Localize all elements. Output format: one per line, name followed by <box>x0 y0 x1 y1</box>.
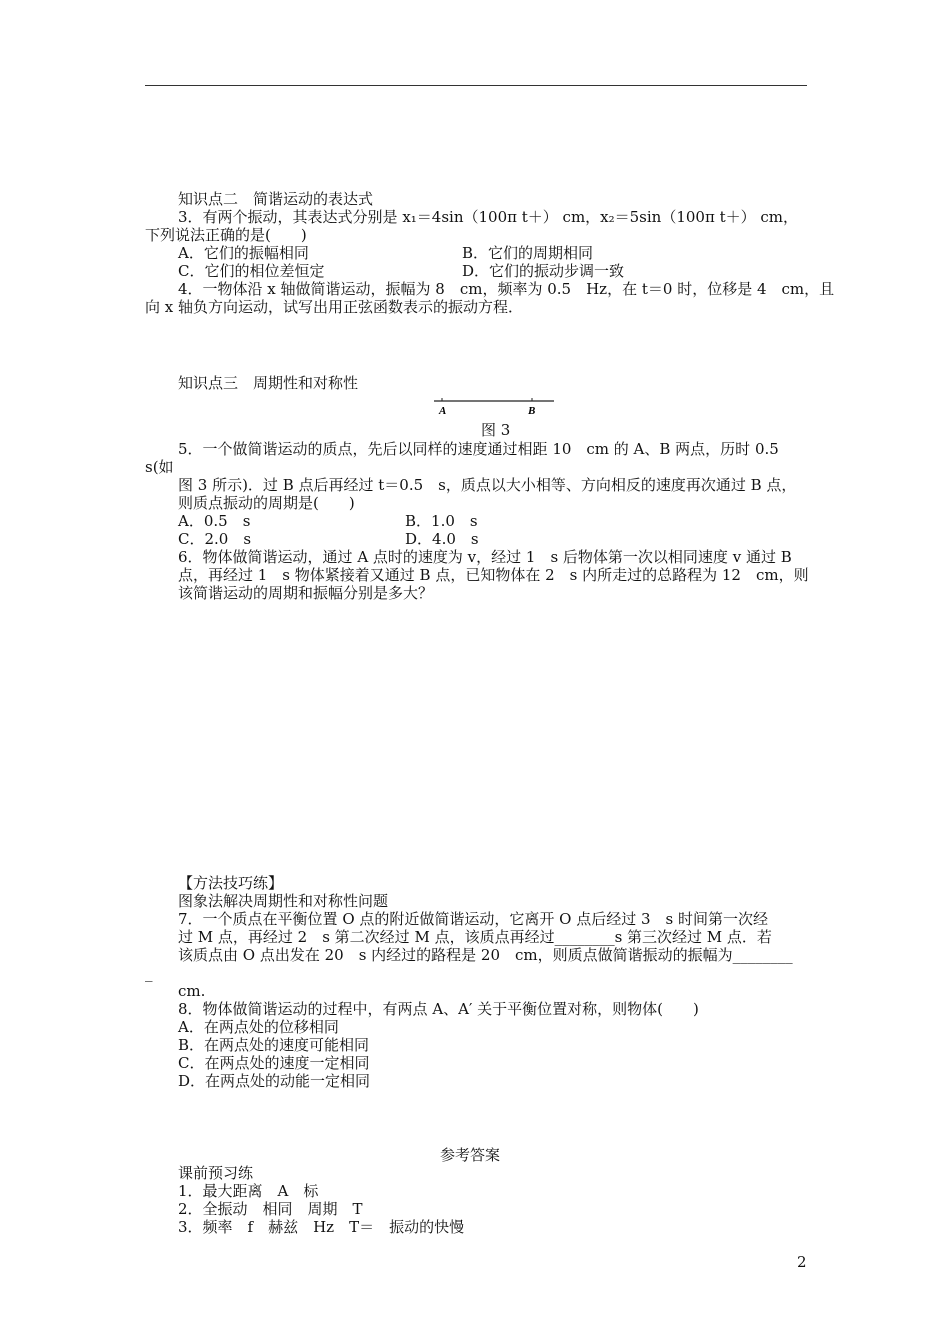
figure-3-caption: 图 3 <box>481 421 511 439</box>
question-5-option-a: A．0.5 s <box>178 512 251 530</box>
question-4-line-2: 向 x 轴负方向运动，试写出用正弦函数表示的振动方程． <box>145 298 523 316</box>
answer-1: 1．最大距离 A 标 <box>178 1182 319 1200</box>
question-5-line-4: 则质点振动的周期是( ) <box>178 494 355 512</box>
question-8-line-1: 8．物体做简谐运动的过程中，有两点 A、A′ 关于平衡位置对称，则物体( ) <box>178 1000 699 1018</box>
answers-subtitle: 课前预习练 <box>178 1164 254 1182</box>
question-8-option-d: D．在两点处的动能一定相同 <box>178 1072 371 1090</box>
question-5-option-b: B．1.0 s <box>405 512 478 530</box>
question-4-line-1: 4．一物体沿 x 轴做简谐运动，振幅为 8 cm，频率为 0.5 Hz，在 t＝0 时，位移是 4 cm，且 <box>178 280 835 298</box>
question-5-option-d: D．4.0 s <box>405 530 479 548</box>
methods-title: 【方法技巧练】 <box>178 874 284 892</box>
section-title-3: 知识点三 周期性和对称性 <box>178 374 359 392</box>
question-3-option-b: B．它们的周期相同 <box>462 244 594 262</box>
question-3-option-d: D．它们的振动步调一致 <box>462 262 625 280</box>
question-3-option-c: C．它们的相位差恒定 <box>178 262 325 280</box>
answer-2: 2．全振动 相同 周期 T <box>178 1200 363 1218</box>
question-5-line-3: 图 3 所示)．过 B 点后再经过 t＝0.5 s，质点以大小相等、方向相反的速度再次通过 B 点， <box>178 476 797 494</box>
question-8-option-a: A．在两点处的位移相同 <box>178 1018 339 1036</box>
question-5-option-c: C．2.0 s <box>178 530 252 548</box>
point-a-label: A <box>439 405 447 416</box>
point-b-label: B <box>528 405 536 416</box>
question-7-line-4: _ <box>145 964 153 982</box>
question-8-option-b: B．在两点处的速度可能相同 <box>178 1036 370 1054</box>
question-3-option-a: A．它们的振幅相同 <box>178 244 309 262</box>
question-6-line-3: 该简谐运动的周期和振幅分别是多大？ <box>178 584 434 602</box>
page-number: 2 <box>797 1253 807 1271</box>
methods-subtitle: 图象法解决周期性和对称性问题 <box>178 892 389 910</box>
header-rule <box>145 85 807 86</box>
question-6-line-2: 点，再经过 1 s 物体紧接着又通过 B 点，已知物体在 2 s 内所走过的总路程为 12 cm，则 <box>178 566 809 584</box>
question-8-option-c: C．在两点处的速度一定相同 <box>178 1054 370 1072</box>
answer-3: 3．频率 f 赫兹 Hz T＝ 振动的快慢 <box>178 1218 465 1236</box>
question-5-line-2: s(如 <box>145 458 174 476</box>
question-6-line-1: 6．物体做简谐运动，通过 A 点时的速度为 v，经过 1 s 后物体第一次以相同速度 v 通过 B <box>178 548 792 566</box>
question-5-line-1: 5．一个做简谐运动的质点，先后以同样的速度通过相距 10 cm 的 A、B 两点，历时 0.5 <box>178 440 779 458</box>
section-title-2: 知识点二 简谐运动的表达式 <box>178 190 374 208</box>
question-7-line-1: 7．一个质点在平衡位置 O 点的附近做简谐运动，它离开 O 点后经过 3 s 时间第一次经 <box>178 910 768 928</box>
question-7-line-3: 该质点由 O 点出发在 20 s 内经过的路程是 20 cm，则质点做简谐振动的振幅为________ <box>178 946 793 964</box>
question-3-line-2: 下列说法正确的是( ) <box>145 226 307 244</box>
question-7-line-5: cm. <box>178 982 206 1000</box>
figure-3-diagram <box>432 394 556 416</box>
question-7-line-2: 过 M 点，再经过 2 s 第二次经过 M 点，该质点再经过________s 第三次经过 M 点．若 <box>178 928 772 946</box>
answers-title: 参考答案 <box>440 1146 501 1164</box>
question-3-line-1: 3．有两个振动，其表达式分别是 x₁＝4sin（100π t＋） cm，x₂＝5sin（100π t＋） cm， <box>178 208 799 226</box>
